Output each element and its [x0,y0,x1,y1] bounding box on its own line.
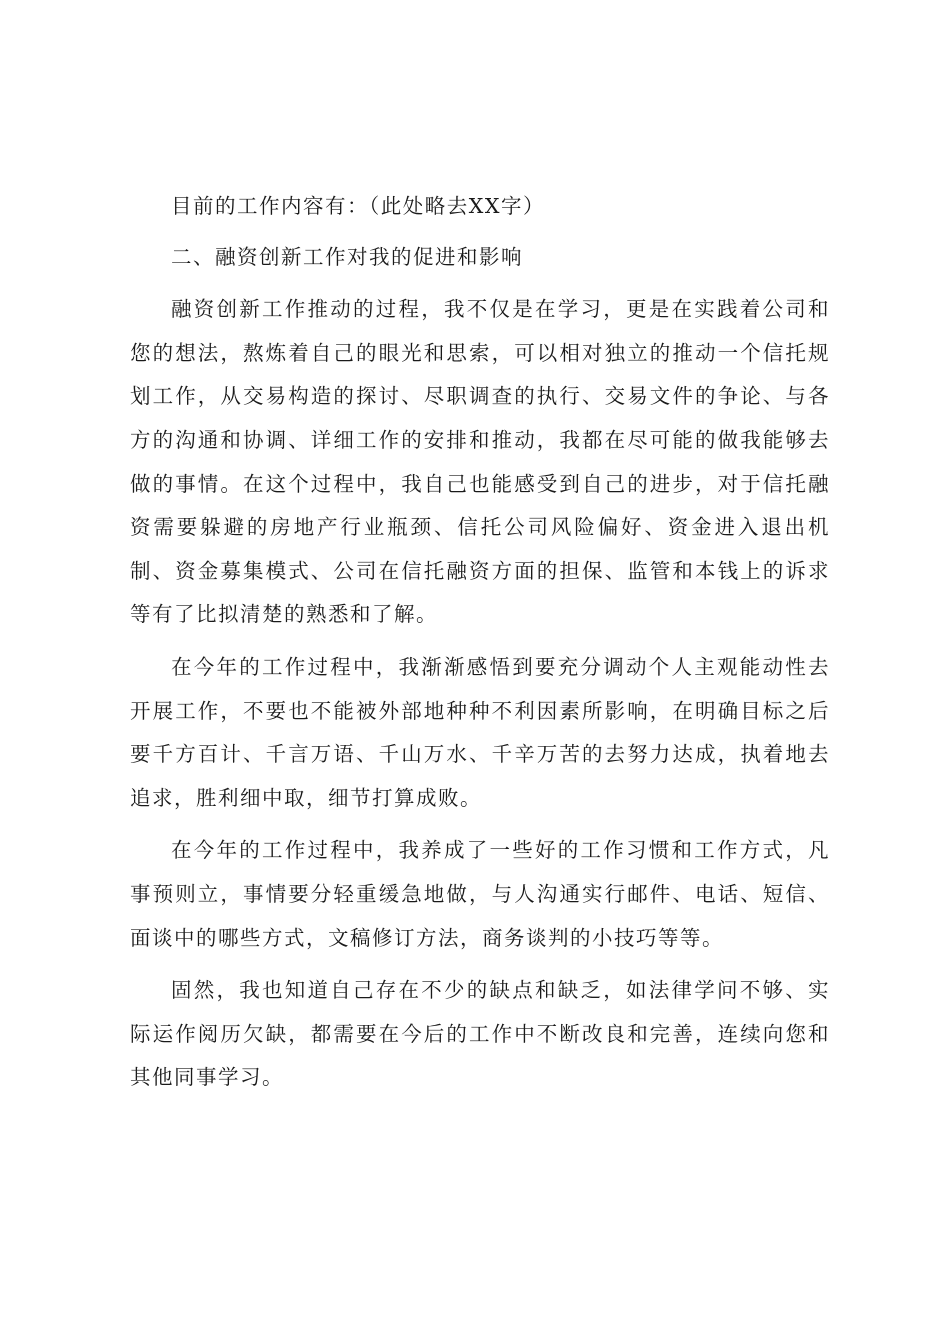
paragraph-shortcomings: 固然，我也知道自己存在不少的缺点和缺乏，如法律学问不够、实际运作阅历欠缺，都需要在今后的工作中不断改良和完善，连续向您和其他同事学习。 [130,978,830,1090]
paragraph-financing-innovation: 融资创新工作推动的过程，我不仅是在学习，更是在实践着公司和您的想法，熬炼着自己的眼光和思索，可以相对独立的推动一个信托规划工作，从交易构造的探讨、尽职调查的执行、交易文件的争论、与各方的沟通和协调、详细工作的安排和推动，我都在尽可能的做我能够去做的事情。在这个过程中，我自己也能感受到自己的进步，对于信托融资需要躲避的房地产行业瓶颈、信托公司风险偏好、资金进入退出机制、资金募集模式、公司在信托融资方面的担保、监管和本钱上的诉求等有了比拟清楚的熟悉和了解。 [130,297,830,627]
document-body [130,185,830,1100]
paragraph-initiative: 在今年的工作过程中，我渐渐感悟到要充分调动个人主观能动性去开展工作，不要也不能被外部地种种不利因素所影响，在明确目标之后要千方百计、千言万语、千山万水、千辛万苦的去努力达成，执着地去追求，胜利细中取，细节打算成败。 [130,654,830,810]
section-heading: 二、融资创新工作对我的促进和影响 [171,244,523,269]
paragraph-work-content: 目前的工作内容有：（此处略去XX字） [171,194,545,218]
paragraph-work-habits: 在今年的工作过程中，我养成了一些好的工作习惯和工作方式，凡事预则立，事情要分轻重缓急地做，与人沟通实行邮件、电话、短信、面谈中的哪些方式，文稿修订方法，商务谈判的小技巧等等。 [130,838,830,950]
